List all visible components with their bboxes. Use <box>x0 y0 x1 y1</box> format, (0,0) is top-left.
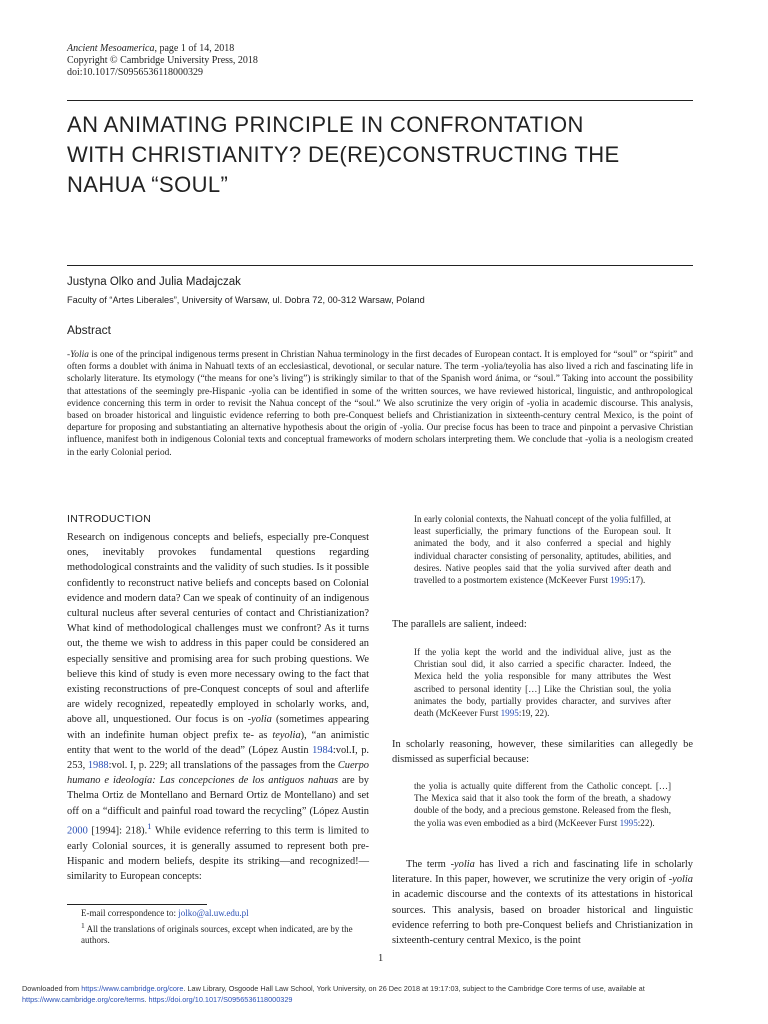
abstract-lead-term: -Yolia <box>67 350 89 360</box>
terms-link[interactable]: https://www.cambridge.org/core/terms <box>22 994 145 1004</box>
text-run: has lived a rich and fascinating life in scholarly literature. In this paper, however, we scrutinize the very origin of <box>392 859 693 886</box>
text-run: :19, 22). <box>518 708 550 719</box>
block-quote-2 <box>392 646 693 719</box>
journal-name: Ancient Mesoamerica <box>67 43 155 54</box>
page-info: , page 1 of 14, 2018 <box>154 43 235 54</box>
title-rule-top <box>67 100 693 101</box>
text-run: In early colonial contexts, the Nahuatl concept of the yolia fulfilled, at least superficially, the primary functions of the European soul. It animated the body, and it also conferred a special and highly individual character consisting of personality, aptitudes, abilities, and desires. Native peoples said that the yolia survived after death and travelled to a postmortem existence (McKeever Furst <box>414 514 671 586</box>
citation-link-1984[interactable]: 1984 <box>312 744 333 756</box>
authors: Justyna Olko and Julia Madajczak <box>67 276 241 288</box>
download-footer <box>22 984 752 1005</box>
paragraph-scholarly: In scholarly reasoning, however, these similarities can allegedly be dismissed as superficial because: <box>392 739 693 766</box>
copyright: Copyright © Cambridge University Press, 2018 <box>67 55 258 66</box>
block-quote-1 <box>392 513 693 586</box>
footnote-mark: 1 <box>81 920 85 930</box>
term-teyolia: teyolia <box>272 729 301 741</box>
text-run: :vol. I, p. 229; all translations of the passages from the <box>108 760 338 772</box>
running-header <box>67 43 258 79</box>
intro-paragraph <box>67 530 369 884</box>
text-run: :17). <box>628 575 646 586</box>
text-run: . <box>144 994 149 1004</box>
footnote-link-1[interactable]: 1 <box>147 820 152 831</box>
email-link[interactable]: jolko@al.uw.edu.pl <box>178 908 249 918</box>
footnote-text: All the translations of originals sources, except when indicated, are by the authors. <box>81 923 353 945</box>
doi: doi:10.1017/S0956536118000329 <box>67 67 204 78</box>
term-yolia: -yolia <box>247 714 272 726</box>
text-run: [1994]: 218). <box>87 825 148 837</box>
text-run: the yolia is actually quite different from the Catholic concept. […] The Mexica said that it also took the form of the breath, a shadowy double of the body, and a precious gemstone. Released from the flesh, the yolia was even embodied as a bird (McKeever Furst <box>414 781 671 828</box>
footnote-rule <box>67 904 207 905</box>
section-heading-introduction: INTRODUCTION <box>67 513 152 525</box>
abstract-body <box>67 349 693 459</box>
text-run: :vol.I, p. 253, <box>67 744 370 772</box>
cambridge-core-link[interactable]: https://www.cambridge.org/core <box>81 984 184 993</box>
page-number: 1 <box>378 953 384 964</box>
block-quote-3 <box>392 780 693 829</box>
email-label: E-mail correspondence to: <box>81 908 179 918</box>
text-run: . Law Library, Osgoode Hall Law School, York University, on 26 Dec 2018 at 19:17:03, subject to the Cambridge Core terms of use, available at <box>183 984 645 993</box>
citation-link-1988[interactable]: 1988 <box>87 760 109 772</box>
text-run: are by Thelma Ortiz de Montellano and Bernard Ortiz de Montellano) and set off on a “difficult and painful road toward the recycling” (López Austin <box>67 775 369 817</box>
footnotes <box>67 908 369 947</box>
text-run: If the yolia kept the world and the individual alive, just as the Christian soul did, it also carried a specific character. Indeed, the Mexica held the yolia responsible for many attributes the West ascribed to personal identity […] Like the Christian soul, the yolia animates the body, partially provides character, and survives after death (McKeever Furst <box>414 647 671 719</box>
citation-link-1995[interactable]: 1995 <box>619 817 638 828</box>
title-line: AN ANIMATING PRINCIPLE IN CONFRONTATION <box>67 112 584 137</box>
paragraph-term <box>392 857 693 948</box>
text-run: :22). <box>637 817 655 828</box>
text-run: Research on indigenous concepts and beliefs, especially pre-Conquest ones, inevitably provokes fundamental questions regarding methodological constraints and the validity of such studies. Is it possible confidently to reconstruct native beliefs and concepts based on Colonial evidence and modern data? Can we speak of continuity of an indigenous cultural nucleus after several centuries of contact and Christianization? What kind of methodological challenges must we confront? As it turns out, the theme we wish to address in this paper could be considered an especially sensitive and promising area for such probing questions. We believe this kind of study is even more necessary owing to the fact that existing reconstructions of pre-Conquest concepts of soul and afterlife are widely recognized, repeatedly employed in scholarly works, and, above all, unquestioned. Our focus is on <box>67 532 369 726</box>
text-run: The term <box>406 859 451 870</box>
text-run: (sometimes appearing with an indefinite human object prefix te- as <box>67 714 369 741</box>
term-yolia: -yolia <box>450 859 475 870</box>
book-title: Cuerpo humano e ideología: Las concepciones de los antiguos nahuas <box>67 760 369 787</box>
title-line: NAHUA “SOUL” <box>67 172 229 197</box>
abstract-text: is one of the principal indigenous terms present in Christian Nahua terminology in the first decades of European contact. It is employed for “soul” or “spirit” and often forms a doublet with ánima in Nahuatl texts of an ecclesiastical, devotional, or secular nature. The term -yolia/teyolia has also lived a rich and fascinating life in scholarly literature. Its etymology (“the means for one’s living”) is strikingly similar to that of the Spanish word ánima, or “soul.” Taking into account the possibility that attestations of the seemingly pre-Hispanic -yolia can be identified in some of the written sources, we have reviewed historical, linguistic, and anthropological evidence concerning this term in order to revisit the Nahua concept of the “soul.” We also scrutinize the very origin of -yolia in academic discourse. This analysis, based on broader historical and linguistic evidence referring to both pre-Conquest beliefs and Christianization in sixteenth-century central Mexico, is the point of departure for proposing and substantiating an alternative hypothesis about the origin of -yolia. Our precise focus has been to trace and pinpoint a pervasive Christian influence, manifest both in indigenous Colonial texts and conceptual frameworks of modern scholars interpreting them. We conclude that -yolia is a neologism created in the early Colonial period. <box>67 350 694 458</box>
citation-link-2000[interactable]: 2000 <box>67 825 88 837</box>
footnote-1 <box>67 920 369 947</box>
article-title <box>67 110 707 200</box>
term-yolia: -yolia <box>668 874 693 886</box>
citation-link-1995[interactable]: 1995 <box>500 708 519 719</box>
abstract-heading: Abstract <box>67 323 112 337</box>
paragraph-parallels: The parallels are salient, indeed: <box>392 619 527 630</box>
citation-link-1995[interactable]: 1995 <box>610 575 629 586</box>
email-note <box>67 908 369 920</box>
title-rule-bottom <box>67 265 693 266</box>
doi-link[interactable]: https://doi.org/10.1017/S0956536118000329 <box>148 994 293 1004</box>
title-line: WITH CHRISTIANITY? DE(RE)CONSTRUCTING THE <box>67 142 620 167</box>
text-run: ), “an animistic entity that went to the world of the dead” (López Austin <box>67 729 369 756</box>
text-run: Downloaded from <box>22 984 82 993</box>
affiliation: Faculty of “Artes Liberales”, University of Warsaw, ul. Dobra 72, 00-312 Warsaw, Poland <box>67 295 425 305</box>
text-run: in academic discourse and the contexts of its attestations in historical sources. This analysis, based on broader historical and linguistic evidence referring to both pre-Conquest beliefs and Christianization in sixteenth-century central Mexico, is the point <box>392 889 693 947</box>
text-run: While evidence referring to this term is limited to early Colonial sources, it is generally assumed to represent both pre-Hispanic and modern beliefs, despite its striking—and recognized!—similarity to European concepts: <box>67 825 369 882</box>
